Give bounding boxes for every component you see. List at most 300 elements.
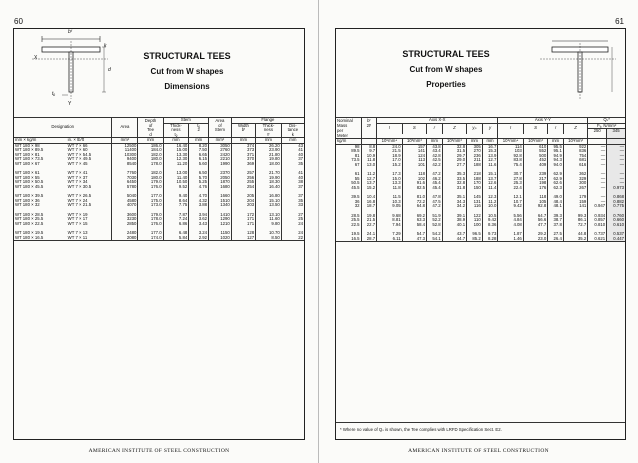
table-cell: 64.8 xyxy=(402,204,426,209)
table-cell: 22 xyxy=(281,236,304,241)
table-cell: 22.5 xyxy=(351,221,360,227)
table-cell: 23.90 xyxy=(256,148,282,153)
table-cell: — xyxy=(607,177,625,182)
table-cell: 13.7 xyxy=(482,177,498,182)
table-cell: 610 xyxy=(523,144,547,149)
table-cell: 37 xyxy=(281,185,304,190)
table-cell: WT 180 × 45.5 xyxy=(15,183,44,189)
left-subtitle-1: Cut from W shapes xyxy=(150,67,224,76)
unit-Zy: 10³mm³ xyxy=(563,139,587,145)
table-cell: 5040 xyxy=(112,194,138,199)
table-cell: 21.5 xyxy=(361,218,377,223)
col-area: Area xyxy=(112,118,138,138)
col-mass: Mass xyxy=(337,123,348,128)
table-cell: 145 xyxy=(467,195,483,200)
table-cell: 52.8 xyxy=(427,223,443,228)
table-cell: WT 180 × 61 xyxy=(15,170,40,175)
table-cell: 43.8 xyxy=(427,144,443,149)
table-cell: 3.62 xyxy=(189,217,209,222)
unit-area: mm² xyxy=(112,138,138,144)
table-cell: 41 xyxy=(281,171,304,176)
table-cell: 12.6 xyxy=(482,181,498,186)
table-cell: 754 xyxy=(563,154,587,159)
table-cell: 10.4 xyxy=(361,195,377,200)
table-cell: 25 xyxy=(281,217,304,222)
table-cell: 19.80 xyxy=(256,157,282,162)
table-cell: — xyxy=(588,181,607,186)
table-cell: 37.8 xyxy=(548,223,564,228)
table-cell: 7.24 xyxy=(163,217,189,222)
table-cell: — xyxy=(607,172,625,177)
table-cell: 182.0 xyxy=(138,153,163,158)
table-cell: 256 xyxy=(231,176,255,181)
table-cell: WT 7 × 54.5 xyxy=(67,151,92,157)
table-cell: 27.5 xyxy=(548,232,564,237)
table-cell: 24 xyxy=(281,222,304,227)
table-cell: 188 xyxy=(467,163,483,168)
unit-d: mm xyxy=(138,138,163,144)
table-cell: 0.810 xyxy=(588,223,607,228)
table-cell: 11.2 xyxy=(482,200,498,205)
table-cell: 21.80 xyxy=(256,153,282,158)
table-cell: 0.660 xyxy=(607,218,625,223)
right-subtitle-1: Cut from W shapes xyxy=(409,65,483,74)
table-cell: WT 180 × 73.5 xyxy=(15,156,44,161)
table-cell: 18.00 xyxy=(256,162,282,167)
table-cell: 4.32 xyxy=(189,199,209,204)
table-cell: 48.1 xyxy=(548,204,564,209)
table-cell: 1510 xyxy=(209,199,232,204)
table-cell: 35.3 xyxy=(442,172,466,177)
table-cell: 102 xyxy=(402,177,426,182)
table-cell: — xyxy=(607,154,625,159)
col-Ix: I xyxy=(377,123,402,134)
table-cell: WT 7 × 66 xyxy=(67,142,88,148)
table-cell: 18.9 xyxy=(377,154,402,159)
table-cell: 15.2 xyxy=(361,186,377,191)
right-page xyxy=(319,0,638,463)
table-cell: 2480 xyxy=(112,231,138,236)
table-cell: 182.0 xyxy=(138,171,163,176)
table-cell: 11.2 xyxy=(361,172,377,177)
table-cell: 96.5 xyxy=(467,232,483,237)
table-cell: 24.0 xyxy=(377,144,402,149)
table-cell: 500 xyxy=(523,154,547,159)
col-flange: Flange xyxy=(231,118,304,124)
col-dist-h1: Dis- xyxy=(281,123,304,128)
table-cell: 32.8 xyxy=(442,144,466,149)
table-cell: 50.5 xyxy=(351,180,360,185)
table-cell: 452 xyxy=(523,158,547,163)
table-cell: 92.8 xyxy=(498,154,523,159)
table-cell: 7030 xyxy=(112,176,138,181)
table-cell: 116 xyxy=(467,204,483,209)
unit-in-lbft: in. × lb/ft xyxy=(67,137,85,142)
table-cell: 34.3 xyxy=(442,200,466,205)
table-cell: 127 xyxy=(231,236,255,241)
table-cell: 11.8 xyxy=(377,186,402,191)
table-cell: WT 180 × 25.5 xyxy=(15,216,44,221)
table-cell: 3600 xyxy=(112,213,138,218)
table-cell: 6.15 xyxy=(189,157,209,162)
table-cell: 6.65 xyxy=(189,153,209,158)
table-cell: 0.947 xyxy=(588,204,607,209)
table-cell: 9400 xyxy=(112,157,138,162)
table-cell: 124 xyxy=(402,154,426,159)
table-cell: WT 7 × 60 xyxy=(67,147,88,152)
table-cell: 40 xyxy=(281,176,304,181)
table-cell: 61 xyxy=(354,171,360,176)
table-cell: 8.64 xyxy=(163,199,189,204)
table-cell: 39.3 xyxy=(548,214,564,219)
table-cell: 19.5 xyxy=(351,231,360,236)
table-cell: 179.0 xyxy=(138,180,163,185)
table-cell: 4070 xyxy=(112,203,138,208)
table-cell: 6450 xyxy=(112,180,138,185)
table-cell: 128 xyxy=(231,231,255,236)
table-cell: 13.0 xyxy=(361,163,377,168)
table-cell: 17.0 xyxy=(377,158,402,163)
table-cell: — xyxy=(607,144,625,149)
table-cell: WT 7 × 45 xyxy=(67,160,88,166)
table-cell: 180.0 xyxy=(138,157,163,162)
col-tw2-h2: 2 xyxy=(189,128,209,133)
table-cell: 58.4 xyxy=(402,223,426,228)
table-cell: 0.882 xyxy=(607,200,625,205)
properties-table xyxy=(336,117,625,242)
table-cell: 218 xyxy=(467,172,483,177)
table-cell: 8.20 xyxy=(189,143,209,148)
table-cell: 27.7 xyxy=(442,163,466,168)
table-cell: 131 xyxy=(467,200,483,205)
table-cell: 56.6 xyxy=(523,218,547,223)
table-cell: 12.1 xyxy=(498,195,523,200)
table-cell: 54.1 xyxy=(427,237,443,242)
table-cell: 11.4 xyxy=(482,186,498,191)
table-cell: 11.20 xyxy=(163,162,189,167)
table-cell: 92.8 xyxy=(523,204,547,209)
unit-rx: mm xyxy=(427,139,443,145)
table-cell: WT 180 × 16.5 xyxy=(15,234,44,240)
table-cell: 373 xyxy=(231,148,255,153)
table-cell: 150 xyxy=(467,186,483,191)
table-cell: 27.8 xyxy=(498,177,523,182)
table-cell: 19.90 xyxy=(256,176,282,181)
diagram-label-b: bᶠ xyxy=(68,29,72,35)
table-cell: 18.7 xyxy=(361,204,377,209)
table-cell: 7.87 xyxy=(163,213,189,218)
table-cell: 43.4 xyxy=(427,149,443,154)
table-cell: 25.3 xyxy=(498,181,523,186)
table-row xyxy=(336,237,625,242)
table-cell: 173.0 xyxy=(138,203,163,208)
table-cell: 204 xyxy=(231,199,255,204)
table-cell: 177.0 xyxy=(138,231,163,236)
table-cell: 47.7 xyxy=(523,223,547,228)
table-cell: 44.7 xyxy=(442,237,466,242)
unit-Sx: 10³mm³ xyxy=(402,139,426,145)
table-cell: 13.00 xyxy=(163,171,189,176)
table-cell: 22.7 xyxy=(361,223,377,228)
table-cell: 0.447 xyxy=(607,237,625,242)
table-cell: 257 xyxy=(231,171,255,176)
table-cell: 1210 xyxy=(209,222,232,227)
col-areastem-h3: Stem xyxy=(209,128,232,133)
table-cell: — xyxy=(588,186,607,191)
table-cell: 267 xyxy=(563,186,587,191)
table-cell: — xyxy=(588,163,607,168)
table-cell: 8540 xyxy=(112,162,138,167)
table-cell: WT 180 × 81 xyxy=(15,151,40,157)
col-depth-h4: d xyxy=(138,133,163,138)
table-cell: 2210 xyxy=(209,157,232,162)
table-cell: WT 180 × 22.5 xyxy=(15,220,44,226)
table-cell: 110 xyxy=(467,218,483,223)
col-areastem-h2: of xyxy=(209,123,232,128)
unit-tw2: mm xyxy=(189,138,209,144)
table-cell: WT 7 × 19 xyxy=(67,211,88,217)
table-cell: 118 xyxy=(523,195,547,200)
table-cell: 0.621 xyxy=(588,237,607,242)
table-cell: 101 xyxy=(402,163,426,168)
table-cell: 46.2 xyxy=(427,177,443,182)
table-cell: 95.1 xyxy=(548,149,564,154)
table-cell: 374 xyxy=(231,143,255,148)
table-cell: 2.92 xyxy=(189,236,209,241)
table-cell: 27 xyxy=(281,213,304,218)
col-Zx: Z xyxy=(442,123,466,134)
table-cell: 371 xyxy=(231,153,255,158)
table-cell: 0.934 xyxy=(588,214,607,219)
table-cell: 86.1 xyxy=(563,218,587,223)
table-cell: 4.08 xyxy=(498,223,523,228)
table-cell: 1870 xyxy=(209,180,232,185)
table-cell: 9.42 xyxy=(482,218,498,223)
left-page-frame xyxy=(13,28,305,440)
table-cell: 26.20 xyxy=(256,143,282,148)
table-cell: 10.9 xyxy=(361,154,377,159)
table-cell: 4.76 xyxy=(189,185,209,190)
col-dist-h2: tance xyxy=(281,128,304,133)
table-cell: 113 xyxy=(402,158,426,163)
table-cell: — xyxy=(588,200,607,205)
table-cell: 47.3 xyxy=(402,237,426,242)
table-cell: WT 7 × 30.5 xyxy=(67,183,92,189)
table-cell: 2850 xyxy=(112,222,138,227)
table-cell: 616 xyxy=(563,163,587,168)
table-cell: — xyxy=(588,195,607,200)
table-cell: 141 xyxy=(563,204,587,209)
col-thick-h2: ness xyxy=(163,128,189,133)
table-cell: 28.5 xyxy=(351,212,360,218)
table-cell: 30.7 xyxy=(498,172,523,177)
col-tw2-h1: tᵨ xyxy=(189,123,209,128)
table-cell: 0.760 xyxy=(607,214,625,219)
table-cell: 62.9 xyxy=(548,177,564,182)
table-cell: 2420 xyxy=(209,153,232,158)
table-cell: 11.8 xyxy=(361,158,377,163)
table-cell: 82.5 xyxy=(402,186,426,191)
table-cell: 12500 xyxy=(112,143,138,148)
table-cell: 13.30 xyxy=(163,153,189,158)
table-cell: 8.28 xyxy=(482,237,498,242)
table-cell: 2080 xyxy=(112,236,138,241)
table-cell: 681 xyxy=(563,158,587,163)
table-cell: 3.88 xyxy=(189,203,209,208)
table-cell: 1020 xyxy=(209,236,232,241)
table-cell: 114 xyxy=(498,144,523,149)
table-cell: 42.5 xyxy=(427,158,443,163)
table-cell: 3.24 xyxy=(189,231,209,236)
table-cell: WT 180 × 36 xyxy=(15,197,40,203)
table-cell: 89.5 xyxy=(351,148,360,153)
col-Iy: I xyxy=(498,123,523,134)
col-thick-h3: tᵨ xyxy=(163,133,189,138)
table-cell: 35 xyxy=(281,199,304,204)
table-cell: 63.3 xyxy=(402,218,426,223)
table-cell: 0.775 xyxy=(607,204,625,209)
table-cell: 72.2 xyxy=(402,200,426,205)
footnote-rule xyxy=(336,422,625,423)
table-cell: 180.0 xyxy=(138,176,163,181)
table-cell: 179 xyxy=(563,195,587,200)
table-cell: 1150 xyxy=(209,231,232,236)
table-cell: 34.2 xyxy=(442,204,466,209)
table-cell: 0.610 xyxy=(607,223,625,228)
table-cell: 37 xyxy=(281,157,304,162)
table-cell: 3050 xyxy=(209,143,232,148)
table-cell: 15.1 xyxy=(482,172,498,177)
table-cell: 16.8 xyxy=(361,200,377,205)
table-cell: 11.6 xyxy=(482,163,498,168)
table-cell: 3.43 xyxy=(189,222,209,227)
table-cell: 21.5 xyxy=(377,149,402,154)
table-cell: 98 xyxy=(354,143,360,149)
left-title: STRUCTURAL TEES xyxy=(143,51,231,61)
unit-tf: mm xyxy=(256,138,282,144)
table-cell: WT 180 × 98 xyxy=(15,142,40,148)
table-cell: 203 xyxy=(231,203,255,208)
table-cell: 19.8 xyxy=(361,214,377,219)
table-cell: 1410 xyxy=(209,213,232,218)
table-cell: 4.84 xyxy=(498,218,523,223)
table-cell: 1680 xyxy=(209,185,232,190)
table-cell: — xyxy=(607,158,625,163)
table-cell: 6.48 xyxy=(163,231,189,236)
unit-bf: mm xyxy=(231,138,255,144)
table-cell: 13.10 xyxy=(256,213,282,218)
table-cell: 28.7 xyxy=(361,237,377,242)
table-cell: — xyxy=(607,181,625,186)
table-cell: 41 xyxy=(281,148,304,153)
table-cell: WT 7 × 17 xyxy=(67,216,88,221)
table-cell: 35.2 xyxy=(563,237,587,242)
table-cell: 103 xyxy=(498,149,523,154)
table-cell: 175.0 xyxy=(138,199,163,204)
table-cell: 37 xyxy=(281,194,304,199)
table-cell: 33 xyxy=(281,203,304,208)
table-cell: 184.0 xyxy=(138,148,163,153)
table-cell: 25.5 xyxy=(351,217,360,222)
table-cell: 94.9 xyxy=(548,154,564,159)
col-ry: r xyxy=(548,123,564,134)
table-cell: 10.50 xyxy=(163,180,189,185)
table-cell: 178.0 xyxy=(138,162,163,167)
table-cell: 239 xyxy=(523,172,547,177)
table-cell: 29.2 xyxy=(523,232,547,237)
table-cell: 38.7 xyxy=(548,218,564,223)
table-cell: 13.50 xyxy=(256,203,282,208)
table-cell: WT 180 × 55 xyxy=(15,174,40,180)
table-cell: WT 180 × 19.5 xyxy=(15,230,44,235)
unit-ry: mm xyxy=(548,139,564,145)
unit-Ix: 10⁶mm⁴ xyxy=(377,139,402,145)
table-cell: WT 180 × 67 xyxy=(15,160,40,166)
table-cell: 15.3 xyxy=(482,149,498,154)
col-bf2tf-bot: 2tᶠ xyxy=(361,123,377,129)
table-cell: 38.9 xyxy=(442,218,466,223)
table-cell: 72.7 xyxy=(563,223,587,228)
table-cell: 9.52 xyxy=(163,185,189,190)
table-cell: 18.30 xyxy=(256,180,282,185)
footnote: * Where no value of Qₛ is shown, the Tee complies with LRFD Specification Sect. E2. xyxy=(340,427,502,432)
unit-Sy: 10³mm³ xyxy=(523,139,547,145)
table-cell: 10.3 xyxy=(377,200,402,205)
table-cell: 54.7 xyxy=(402,232,426,237)
table-cell: 179.0 xyxy=(138,213,163,218)
table-cell: 81 xyxy=(354,152,360,158)
table-cell: 1660 xyxy=(209,194,232,199)
table-cell: 9.7 xyxy=(361,149,377,154)
table-cell: 15.10 xyxy=(256,199,282,204)
table-cell: 552 xyxy=(523,149,547,154)
table-cell: 62.6 xyxy=(548,181,564,186)
unit-Zx: 10³mm³ xyxy=(442,139,466,145)
table-cell: 8.8 xyxy=(361,144,377,149)
col-Sx: S xyxy=(402,123,426,134)
table-cell: 26.4 xyxy=(548,237,564,242)
table-cell: 0.868 xyxy=(607,195,625,200)
table-cell: 16.80 xyxy=(256,194,282,199)
tee-section-diagram-right xyxy=(532,35,618,105)
table-cell: 329 xyxy=(563,177,587,182)
table-cell: 362 xyxy=(563,172,587,177)
table-cell: — xyxy=(588,149,607,154)
table-cell: 7.94 xyxy=(377,223,402,228)
table-cell: 11400 xyxy=(112,148,138,153)
table-cell: 15.0 xyxy=(377,177,402,182)
table-cell: 9.42 xyxy=(498,204,523,209)
table-cell: 32 xyxy=(354,203,360,208)
table-cell: 255 xyxy=(231,180,255,185)
table-cell: 4580 xyxy=(112,199,138,204)
table-cell: 24 xyxy=(281,231,304,236)
table-cell: 3.94 xyxy=(189,213,209,218)
col-Sy: S xyxy=(523,123,547,134)
table-cell: 47.2 xyxy=(427,204,443,209)
table-cell: 10.0 xyxy=(482,204,498,209)
col-axis-xx: Axis X-X xyxy=(377,118,498,124)
table-cell: 9.68 xyxy=(377,214,402,219)
col-fthick-h1: Thick- xyxy=(256,123,282,128)
table-cell: 10.7 xyxy=(498,200,523,205)
table-cell: 43.7 xyxy=(442,232,466,237)
table-cell: 16.40 xyxy=(163,143,189,148)
table-cell: 55 xyxy=(354,175,360,181)
unit-Iy: 10⁶mm⁴ xyxy=(498,139,523,145)
col-fy-345: 345 xyxy=(607,129,625,134)
table-cell: 6.11 xyxy=(377,237,402,242)
